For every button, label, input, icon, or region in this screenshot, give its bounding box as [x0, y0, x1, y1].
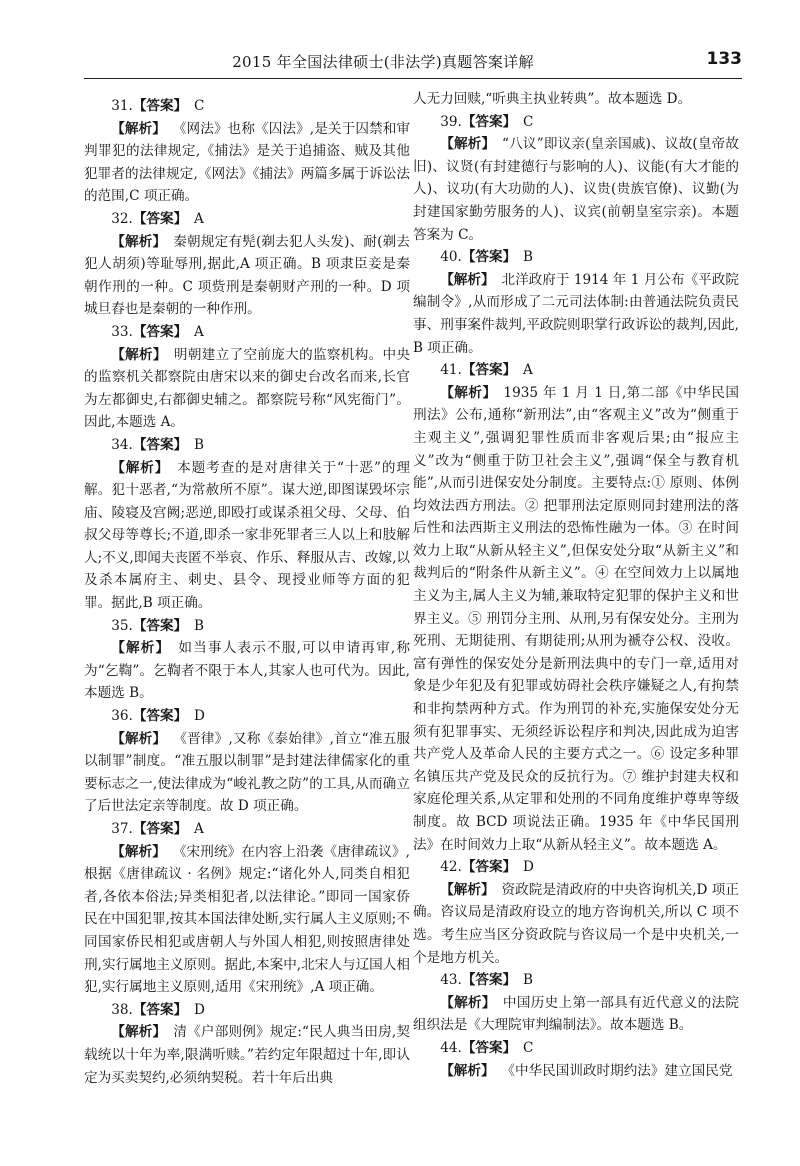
explanation-text: 《宋刑统》在内容上沿袭《唐律疏议》,根据《唐律疏议 · 名例》规定:“诸化外人,同类自相犯者,各依本俗法;异类相犯者,以法律论。”即同一国家侨民在中国犯罪,按其本国法律处断,实行属人主义原则;不同国家侨民相犯或唐朝人与外国人相犯,则按照唐律处刑,实行属地主义原则。据此,本案中,北宋人与辽国人相犯,实行属地主义原则,适用《宋刑统》,A 项正确。	[84, 843, 410, 996]
answer-choice: D	[193, 1001, 205, 1018]
running-header	[84, 49, 742, 75]
answer-choice: D	[193, 708, 205, 725]
explanation-paragraph	[84, 841, 410, 999]
explanation-text: “八议”即议亲(皇亲国戚)、议故(皇帝故旧)、议贤(有封建德行与影响的人)、议能(有大才能的人)、议功(有大功勋的人)、议贵(贵族官僚)、议勤(为封建国家勤劳服务的人)、议宾(前朝皇室宗亲)。本题答案为 C。	[413, 136, 740, 243]
explanation-text: 中国历史上第一部具有近代意义的法院组织法是《大理院审判编制法》。故本题选 B。	[413, 994, 740, 1034]
answer-line	[84, 818, 410, 841]
answer-line	[84, 95, 410, 118]
question-number: 39.	[440, 113, 462, 130]
explanation-text: 《晋律》,又称《泰始律》,首立“准五服以制罪”制度。“准五服以制罪”是封建法律儒家化的重要标志之一,使法律成为“峻礼教之防”的工具,从而确立了后世法定亲等制度。故 D 项正确。	[84, 730, 411, 815]
answer-choice: B	[193, 436, 204, 453]
explanation-label: 【解析】	[111, 730, 167, 747]
continued-text	[413, 88, 739, 111]
explanation-label: 【解析】	[440, 1062, 495, 1079]
explanation-label: 【解析】	[440, 136, 496, 153]
answer-choice: A	[193, 210, 204, 227]
explanation-text: 秦朝规定有髡(剃去犯人头发)、耐(剃去犯人胡须)等耻辱刑,据此,A 项正确。B 项隶臣妾是秦朝作刑的一种。C 项赀刑是秦朝财产刑的一种。D 项城旦舂也是秦朝的一种作刑。	[84, 233, 410, 318]
answer-label: 【答案】	[132, 98, 188, 114]
answer-line	[84, 999, 410, 1022]
explanation-paragraph	[84, 231, 410, 321]
question-number: 40.	[440, 249, 462, 266]
answer-choice: A	[193, 821, 204, 837]
answer-label: 【答案】	[132, 1001, 188, 1018]
continued-text-body: 人无力回赎,“听典主执业转典”。故本题选 D。	[413, 91, 692, 107]
answer-line	[413, 246, 739, 269]
explanation-text: 本题考查的是对唐律关于“十恶”的理解。犯十恶者,“为常赦所不原”。谋大逆,即图谋毁坏宗庙、陵寝及宫阙;恶逆,即殴打或谋杀祖父母、父母、伯叔父母等尊长;不道,即杀一家非死罪者三人以上和肢解人;不义,即闻夫丧匿不举哀、作乐、释服从吉、改嫁,以及杀本属府主、刺史、县令、现授业师等方面的犯罪。据此,B 项正确。	[84, 459, 410, 612]
explanation-label: 【解析】	[440, 994, 496, 1011]
explanation-paragraph	[413, 269, 739, 359]
explanation-paragraph	[413, 992, 739, 1037]
explanation-paragraph	[84, 637, 410, 705]
explanation-paragraph	[84, 728, 410, 818]
explanation-paragraph	[413, 133, 739, 246]
answer-line	[413, 969, 739, 992]
answer-line	[413, 856, 739, 879]
answer-line	[84, 615, 410, 638]
explanation-label: 【解析】	[111, 843, 166, 860]
explanation-text: 北洋政府于 1914 年 1 月公布《平政院编制令》,从而形成了二元司法体制:由普通法院负责民事、刑事案件裁判,平政院则职掌行政诉讼的裁判,因此,B 项正确。	[413, 271, 739, 356]
answer-label: 【答案】	[461, 972, 517, 989]
question-number: 31.	[111, 98, 133, 114]
explanation-text: 清《户部则例》规定:“民人典当田房,契载统以十年为率,限满听赎。”若约定年限超过十年,即认定为买卖契约,必须纳契税。若十年后出典	[84, 1024, 410, 1086]
answer-line	[413, 111, 739, 134]
answer-line	[413, 359, 739, 382]
answer-label: 【答案】	[132, 210, 188, 227]
question-number: 34.	[111, 436, 133, 453]
explanation-text: 资政院是清政府的中央咨询机关,D 项正确。咨议局是清政府设立的地方咨询机关,所以 C 项不选。考生应当区分资政院与咨议局一个是中央机关,一个是地方机关。	[413, 881, 740, 966]
answer-choice: B	[522, 972, 533, 989]
answer-label: 【答案】	[461, 249, 517, 266]
answer-choice: D	[522, 859, 534, 876]
explanation-paragraph	[84, 1021, 410, 1089]
page-number: 133	[706, 49, 742, 69]
explanation-paragraph	[84, 344, 410, 434]
explanation-paragraph	[413, 382, 739, 856]
question-number: 43.	[440, 972, 462, 989]
answer-line	[84, 321, 410, 344]
explanation-label: 【解析】	[111, 640, 171, 657]
answer-choice: C	[522, 1039, 534, 1056]
explanation-label: 【解析】	[440, 881, 495, 898]
answer-choice: C	[193, 98, 205, 114]
explanation-label: 【解析】	[111, 346, 167, 363]
question-number: 35.	[111, 617, 133, 634]
explanation-text: 《网法》也称《囚法》,是关于囚禁和审判罪犯的法律规定,《捕法》是关于追捕盗、贼及其他犯罪者的法律规定,《网法》《捕法》两篇多属于诉讼法的范围,C 项正确。	[84, 120, 410, 205]
explanation-paragraph	[413, 1060, 739, 1083]
question-number: 36.	[111, 708, 133, 725]
question-number: 44.	[440, 1039, 462, 1056]
explanation-paragraph	[84, 457, 410, 615]
answer-choice: B	[193, 617, 204, 634]
question-number: 33.	[111, 323, 133, 340]
answer-choice: A	[522, 362, 533, 379]
header-divider	[84, 78, 742, 79]
question-number: 38.	[111, 1001, 133, 1018]
explanation-text: 明朝建立了空前庞大的监察机构。中央的监察机关都察院由唐宋以来的御史台改名而来,长官为左都御史,右都御史辅之。都察院号称“风宪衙门”。因此,本题选 A。	[84, 346, 411, 431]
answer-line	[84, 705, 410, 728]
answer-label: 【答案】	[132, 821, 188, 837]
answer-label: 【答案】	[461, 362, 517, 379]
answer-choice: A	[193, 323, 204, 340]
question-number: 32.	[111, 210, 133, 227]
explanation-label: 【解析】	[440, 271, 495, 288]
explanation-text: 如当事人表示不服,可以申请再审,称为“乞鞫”。乞鞫者不限于本人,其家人也可代为。因此,本题选 B。	[84, 640, 410, 702]
answer-choice: C	[522, 113, 534, 130]
answer-label: 【答案】	[461, 859, 517, 876]
explanation-label: 【解析】	[111, 459, 170, 476]
header-title: 2015 年全国法律硕士(非法学)真题答案详解	[232, 53, 534, 71]
explanation-text: 1935 年 1 月 1 日,第二部《中华民国刑法》公布,通称“新刑法”,由“客观主义”改为“侧重于主观主义”,强调犯罪性质而非客观后果;由“报应主义”改为“侧重于防卫社会主义”,强调“保全与教育机能”,从而引进保安处分制度。主要特点:① 原则、体例均效法西方刑法。② 把罪刑法定原则同封建刑法的落后性和法西斯主义刑法的恐怖性融为一体。③ 在时间效力上取“从新从轻主义”,但保安处分取“从新主义”和裁判后的“附条件从新主义”。④ 在空间效力上以属地主义为主,属人主义为辅,兼取特定犯罪的保护主义和世界主义。⑤ 刑罚分主刑、从刑,另有保安处分。主刑为死刑、无期徒刑、有期徒刑;从刑为褫夺公权、没收。富有弹性的保安处分是新刑法典中的专门一章,适用对象是少年犯及有犯罪或妨碍社会秩序嫌疑之人,有拘禁和非拘禁两种方式。作为刑罚的补充,实施保安处分无须有犯罪事实、无须经诉讼程序和判决,因此成为迫害共产党人及革命人民的主要方式之一。⑥ 设定多种罪名镇压共产党及民众的反抗行为。⑦ 维护封建夫权和家庭伦理关系,从定罪和处刑的不同角度维护尊卑等级制度。故 BCD 项说法正确。1935 年《中华民国刑法》在时间效力上取“从新从轻主义”。故本题选 A。	[413, 384, 739, 853]
answer-choice: B	[522, 249, 533, 266]
answer-label: 【答案】	[132, 323, 188, 340]
answer-label: 【答案】	[132, 708, 188, 725]
answer-line	[84, 434, 410, 457]
explanation-label: 【解析】	[111, 1024, 167, 1041]
answer-label: 【答案】	[461, 1039, 517, 1056]
answer-line	[84, 208, 410, 231]
left-column	[84, 95, 410, 1089]
question-number: 42.	[440, 859, 462, 876]
answer-label: 【答案】	[461, 113, 517, 130]
explanation-paragraph	[84, 118, 410, 208]
explanation-paragraph	[413, 879, 739, 969]
explanation-label: 【解析】	[111, 120, 166, 137]
right-column	[413, 88, 739, 1082]
explanation-label: 【解析】	[440, 384, 497, 401]
answer-label: 【答案】	[132, 436, 188, 453]
question-number: 41.	[440, 362, 462, 379]
explanation-label: 【解析】	[111, 233, 167, 250]
explanation-text: 《中华民国训政时期约法》建立国民党	[501, 1062, 733, 1079]
answer-line	[413, 1037, 739, 1060]
answer-label: 【答案】	[132, 617, 188, 634]
question-number: 37.	[111, 821, 133, 837]
